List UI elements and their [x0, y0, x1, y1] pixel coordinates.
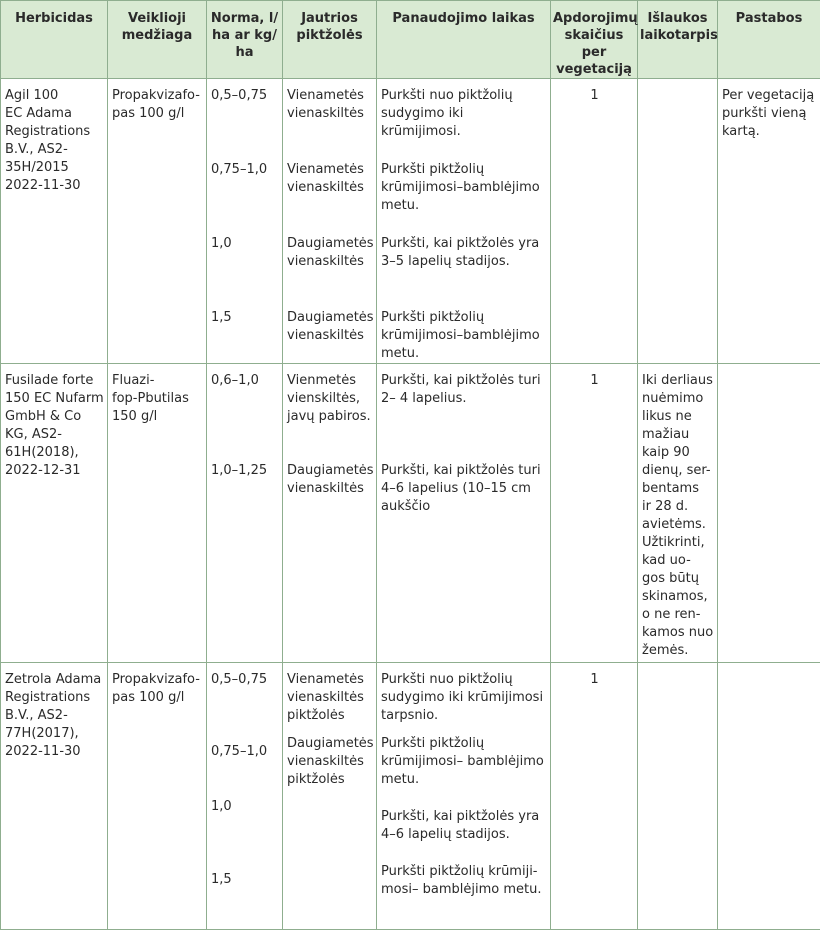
timing-cell: Purkšti nuo piktžolių sudygimo iki krūmijimosi tarpsnio. Purkšti piktžolių krūmijimosi– bamblėjimo metu. Purkšti, kai piktžolės yra 4–6 lapelių stadijos. Purkšti piktžolių krūmiji- mosi– bamblėjimo metu.	[377, 663, 551, 930]
substance-cell: Fluazi- fop-Pbutilas 150 g/l	[108, 364, 207, 663]
header-timing: Panaudojimo laikas	[377, 1, 551, 79]
herbicide-cell: Fusilade forte 150 EC Nufarm GmbH & Co KG, AS2- 61H(2018), 2022-12-31	[1, 364, 108, 663]
herbicide-cell: Agil 100 EC Adama Registrations B.V., AS2- 35H/2015 2022-11-30	[1, 79, 108, 364]
weeds-cell: Vienmetės vienskiltės, javų pabiros. Daugiametės vienaskiltės	[283, 364, 377, 663]
rate-cell: 0,5–0,75 0,75–1,0 1,0 1,5	[207, 79, 283, 364]
weeds-cell: Vienametės vienaskiltės piktžolės Daugiametės vienaskiltės piktžolės	[283, 663, 377, 930]
notes-cell: Per vegetaciją purkšti vieną kartą.	[718, 79, 820, 364]
timing-cell: Purkšti, kai piktžolės turi 2– 4 lapelius. Purkšti, kai piktžolės turi 4–6 lapelius (10–15 cm aukščio	[377, 364, 551, 663]
table-row	[1, 364, 820, 663]
table-row	[1, 663, 820, 930]
table-row	[1, 79, 820, 364]
timing-cell: Purkšti nuo piktžolių sudygimo iki krūmijimosi. Purkšti piktžolių krūmijimosi–bamblėjimo metu. Purkšti, kai piktžolės yra 3–5 lapelių stadijos. Purkšti piktžolių krūmijimosi–bamblėjimo metu.	[377, 79, 551, 364]
weeds-cell: Vienametės vienaskiltės Vienametės vienaskiltės Daugiametės vienaskiltės Daugiametės vienaskiltės	[283, 79, 377, 364]
header-substance: Veiklioji medžiaga	[108, 1, 207, 79]
count-cell: 1	[551, 663, 638, 930]
waiting-cell	[638, 663, 718, 930]
header-waiting: Išlaukos laikotarpis	[638, 1, 718, 79]
header-herbicide: Herbicidas	[1, 1, 108, 79]
waiting-cell: Iki derliaus nuėmimo likus ne mažiau kaip 90 dienų, ser- bentams ir 28 d. avietėms. Užtikrinti, kad uo- gos būtų skinamos, o ne ren- kamos nuo žemės.	[638, 364, 718, 663]
rate-cell: 0,6–1,0 1,0–1,25	[207, 364, 283, 663]
header-count: Apdorojimų skaičius per vegetaciją	[551, 1, 638, 79]
notes-cell	[718, 364, 820, 663]
notes-cell	[718, 663, 820, 930]
header-weeds: Jautrios piktžolės	[283, 1, 377, 79]
substance-cell: Propakvizafo- pas 100 g/l	[108, 663, 207, 930]
header-row	[1, 1, 820, 79]
header-rate: Norma, l/ ha ar kg/ ha	[207, 1, 283, 79]
rate-cell: 0,5–0,75 0,75–1,0 1,0 1,5	[207, 663, 283, 930]
herbicide-cell: Zetrola Adama Registrations B.V., AS2- 77H(2017), 2022-11-30	[1, 663, 108, 930]
count-cell: 1	[551, 79, 638, 364]
substance-cell: Propakvizafo- pas 100 g/l	[108, 79, 207, 364]
count-cell: 1	[551, 364, 638, 663]
header-notes: Pastabos	[718, 1, 820, 79]
waiting-cell	[638, 79, 718, 364]
